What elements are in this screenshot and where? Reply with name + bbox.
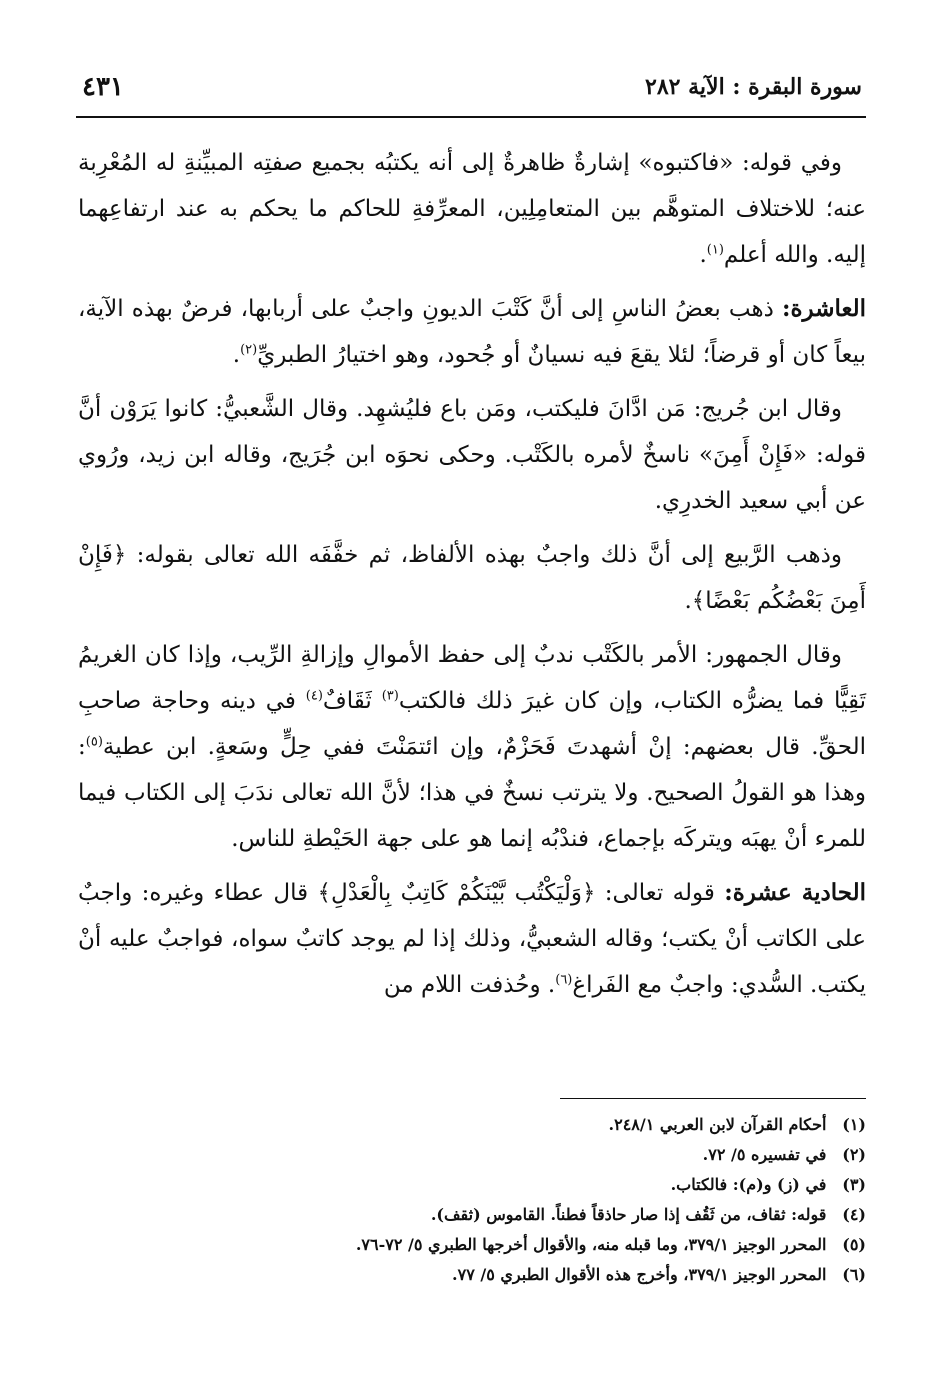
footnote-item [78,1200,866,1230]
footnote-item [78,1230,866,1260]
paragraph-text: ثَقَافٌ [322,688,382,714]
main-text [78,140,866,1016]
footnote-number: (٥) [842,1235,866,1254]
footnotes [78,1110,866,1290]
paragraph [78,386,866,524]
footnote-ref[interactable]: (٦) [555,972,573,988]
paragraph-text: قوله تعالى: ﴿وَلْيَكْتُب بَّيْنَكُمْ كَاتِبٌ بِالْعَدْلِ﴾ قال عطاء وغيره: واجبٌ على الكاتب أنْ يكتب؛ وقاله الشعبيُّ، وذلك إذا لم يوجد كاتبٌ سواه، فواجبٌ عليه أنْ يكتب. السُّدي: واجبٌ مع الفَراغ [78,880,866,998]
header-divider [76,116,866,118]
paragraph-text: : وهذا هو القولُ الصحيح. ولا يترتب نسخٌ في هذا؛ لأنَّ الله تعالى ندَبَ إلى الكتاب فيما للمرء أنْ يهبَه ويتركَه بإجماع، فندْبُه إنما هو على جهة الحَيْطةِ للناس. [78,734,866,852]
footnote-item [78,1260,866,1290]
running-header [82,70,862,110]
footnote-text: المحرر الوجيز ٣٧٩/١، وأخرج هذه الأقوال الطبري ٥/ ٧٧. [452,1265,827,1284]
paragraph-text: في دينه وحاجة صاحبِ الحقِّ. قال بعضهم: إنْ أشهدتَ فَحَزْمٌ، وإن ائتمَنْتَ ففي حِلٍّ وسَعةٍ. ابن عطية [78,688,866,760]
paragraph-text: . [699,242,707,268]
footnote-text: في (ز) و(م): فالكتاب. [670,1175,827,1194]
footnote-divider [560,1098,866,1099]
footnote-ref[interactable]: (٥) [85,734,103,750]
paragraph-text: وقال الجمهور: الأمر بالكَتْب ندبٌ إلى حفظ الأموالِ وإزالةِ الرِّيب، وإذا كان الغريمُ تَقِيًّا فما يضرُّه الكتاب، وإن كان غيرَ ذلك فالكتب [78,642,867,714]
footnote-text: أحكام القرآن لابن العربي ٢٤٨/١. [608,1115,827,1134]
footnote-ref[interactable]: (٤) [305,688,323,704]
paragraph-text: ذهب بعضُ الناسِ إلى أنَّ كَتْبَ الديونِ واجبٌ على أربابها، فرضٌ بهذه الآية، بيعاً كان أو قرضاً؛ لئلا يقعَ فيه نسيانٌ أو جُحود، وهو اختيارُ الطبريِّ [78,296,866,368]
footnote-item [78,1110,866,1140]
paragraph-text: . وحُذفت اللام من [383,972,556,998]
paragraph [78,632,866,862]
footnote-text: قوله: ثقاف، من ثَقُف إذا صار حاذقاً فطناً. القاموس (ثقف). [430,1205,827,1224]
footnote-text: المحرر الوجيز ٣٧٩/١، وما قبله منه، والأقوال أخرجها الطبري ٥/ ٧٢-٧٦. [355,1235,827,1254]
paragraph-text: وذهب الرَّبيع إلى أنَّ ذلك واجبٌ بهذه الألفاظ، ثم خفَّفَه الله تعالى بقوله: ﴿فَإِنْ أَمِنَ بَعْضُكُم بَعْضًا﴾. [78,542,866,614]
footnote-item [78,1170,866,1200]
footnote-ref[interactable]: (٢) [240,342,258,358]
footnote-ref[interactable]: (٣) [381,688,399,704]
footnote-number: (٤) [842,1205,866,1224]
paragraph [78,532,866,624]
footnote-item [78,1140,866,1170]
paragraph [78,140,866,278]
footnote-text: في تفسيره ٥/ ٧٢. [702,1145,827,1164]
page-number: ٤٣١ [82,72,124,102]
footnote-number: (٣) [842,1175,866,1194]
footnote-ref[interactable]: (١) [706,242,724,258]
issue-heading: الحادية عشرة: [724,879,866,906]
footnote-number: (٢) [842,1145,866,1164]
paragraph [78,286,866,378]
footnote-number: (١) [842,1115,866,1134]
paragraph [78,870,866,1008]
surah-ayah-title: سورة البقرة : الآية ٢٨٢ [645,74,862,100]
footnote-number: (٦) [842,1265,866,1284]
paragraph-text: وفي قوله: «فاكتبوه» إشارةٌ ظاهرةٌ إلى أنه يكتبُه بجميع صفتِه المبيِّنةِ له المُعْرِبة عنه؛ للاختلاف المتوهَّم بين المتعامِلِين، المعرِّفةِ للحاكم ما يحكم به عند ارتفاعِهما إليه. والله أعلم [78,150,866,268]
paragraph-text: . [232,342,241,368]
issue-heading: العاشرة: [781,295,866,322]
paragraph-text: وقال ابن جُريج: مَن ادَّانَ فليكتب، ومَن باع فليُشهِد. وقال الشَّعبيُّ: كانوا يَرَوْن أنَّ قوله: «فَإِنْ أَمِنَ» ناسخٌ لأمره بالكَتْب. وحكى نحوَه ابن جُرَيج، وقاله ابن زيد، ورُوي عن أبي سعيد الخدرِي. [78,396,866,514]
